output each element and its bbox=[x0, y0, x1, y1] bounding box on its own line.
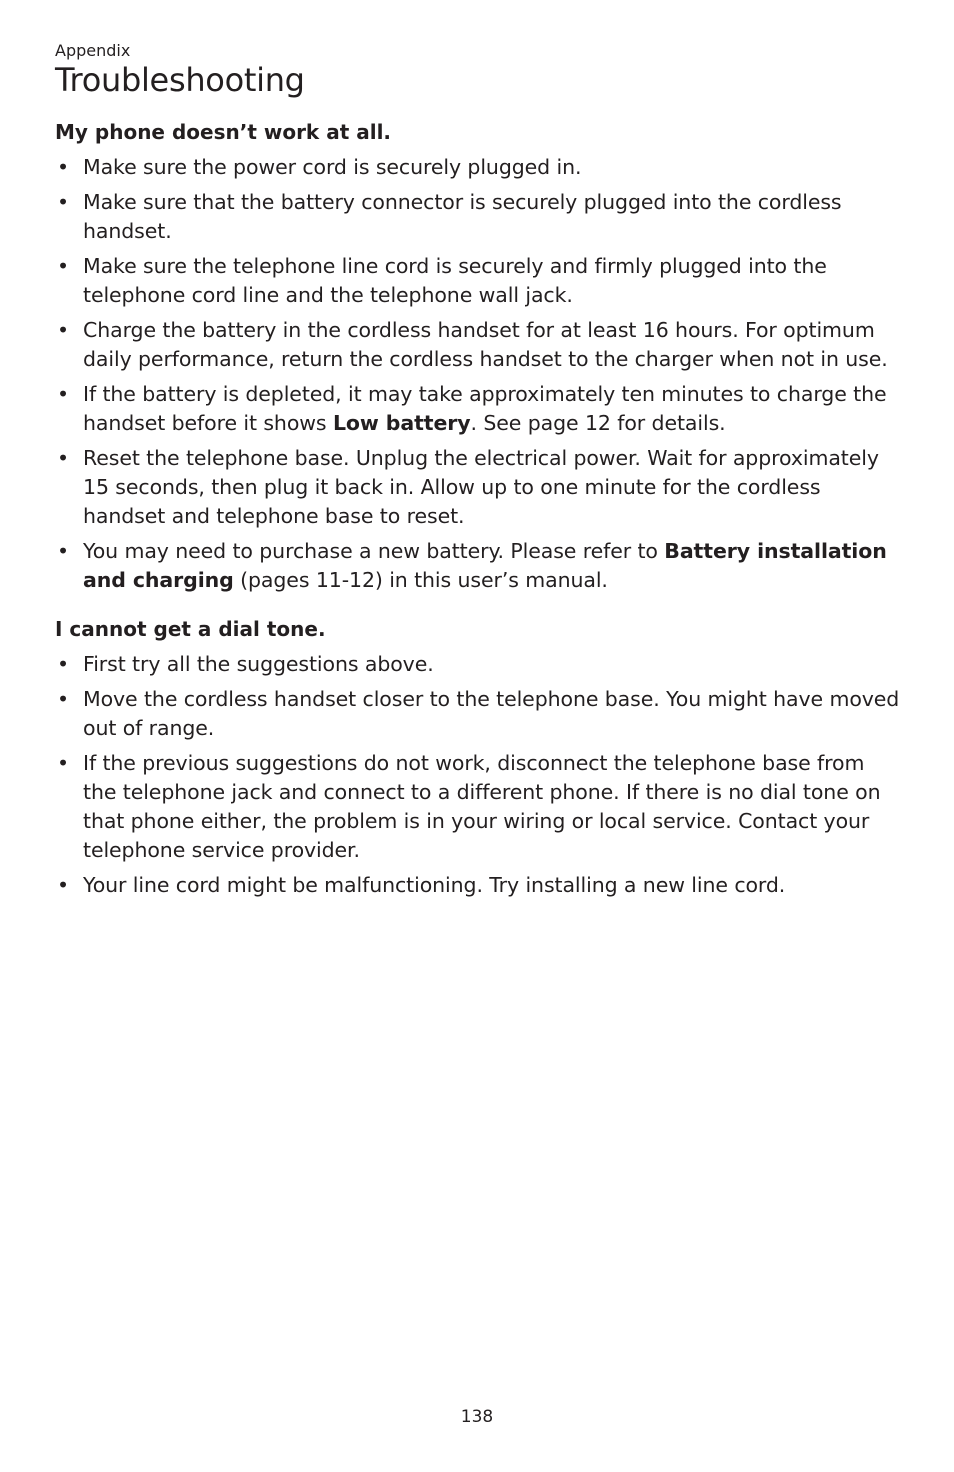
bullet-icon: • bbox=[57, 190, 69, 214]
list-item: • Make sure the power cord is securely plugged in. bbox=[55, 153, 900, 182]
list-item: • Make sure the telephone line cord is securely and firmly plugged into the telephone cord line and the telephone wall jack. bbox=[57, 254, 827, 307]
problem-heading-phone-not-working: My phone doesn’t work at all. bbox=[55, 120, 392, 144]
bullet-icon: • bbox=[57, 318, 69, 342]
list-item: • First try all the suggestions above. bbox=[55, 650, 900, 679]
list-item: • If the previous suggestions do not work, disconnect the telephone base from the telephone jack and connect to a different phone. If there is no dial tone on that phone either, the problem is in your wiring or local service. Contact your telephone service provider. bbox=[57, 751, 881, 862]
list-item: • Move the cordless handset closer to the telephone base. You might have moved out of range. bbox=[57, 687, 900, 740]
page-title: Troubleshooting bbox=[55, 61, 305, 99]
list-item: • Make sure that the battery connector is securely plugged into the cordless handset. bbox=[57, 190, 842, 243]
problem-heading-no-dial-tone: I cannot get a dial tone. bbox=[55, 617, 326, 641]
list-item: • Reset the telephone base. Unplug the electrical power. Wait for approximately 15 seconds, then plug it back in. Allow up to one minute for the cordless handset and telephone base to reset. bbox=[57, 446, 879, 528]
bold-term: Battery installation and charging bbox=[83, 539, 887, 592]
bullet-icon: • bbox=[57, 539, 69, 563]
list-item: • If the battery is depleted, it may take approximately ten minutes to charge the handset before it shows Low battery. See page 12 for details. bbox=[57, 382, 887, 435]
solution-list-phone-not-working bbox=[55, 153, 900, 595]
solution-list-no-dial-tone bbox=[55, 650, 900, 900]
page-number: 138 bbox=[460, 1407, 494, 1427]
bullet-icon: • bbox=[57, 254, 69, 278]
list-item: • You may need to purchase a new battery. Please refer to Battery installation and charging (pages 11-12) in this user’s manual. bbox=[57, 539, 887, 592]
bold-term: Low battery bbox=[332, 411, 471, 435]
content bbox=[55, 118, 900, 906]
bullet-icon: • bbox=[57, 155, 69, 179]
bullet-icon: • bbox=[57, 652, 69, 676]
section-label: Appendix bbox=[55, 41, 131, 60]
bullet-icon: • bbox=[57, 873, 69, 897]
list-item: • Charge the battery in the cordless handset for at least 16 hours. For optimum daily performance, return the cordless handset to the charger when not in use. bbox=[57, 318, 888, 371]
bullet-icon: • bbox=[57, 446, 69, 470]
bullet-icon: • bbox=[57, 382, 69, 406]
bullet-icon: • bbox=[57, 751, 69, 775]
list-item: • Your line cord might be malfunctioning. Try installing a new line cord. bbox=[55, 871, 900, 900]
bullet-icon: • bbox=[57, 687, 69, 711]
